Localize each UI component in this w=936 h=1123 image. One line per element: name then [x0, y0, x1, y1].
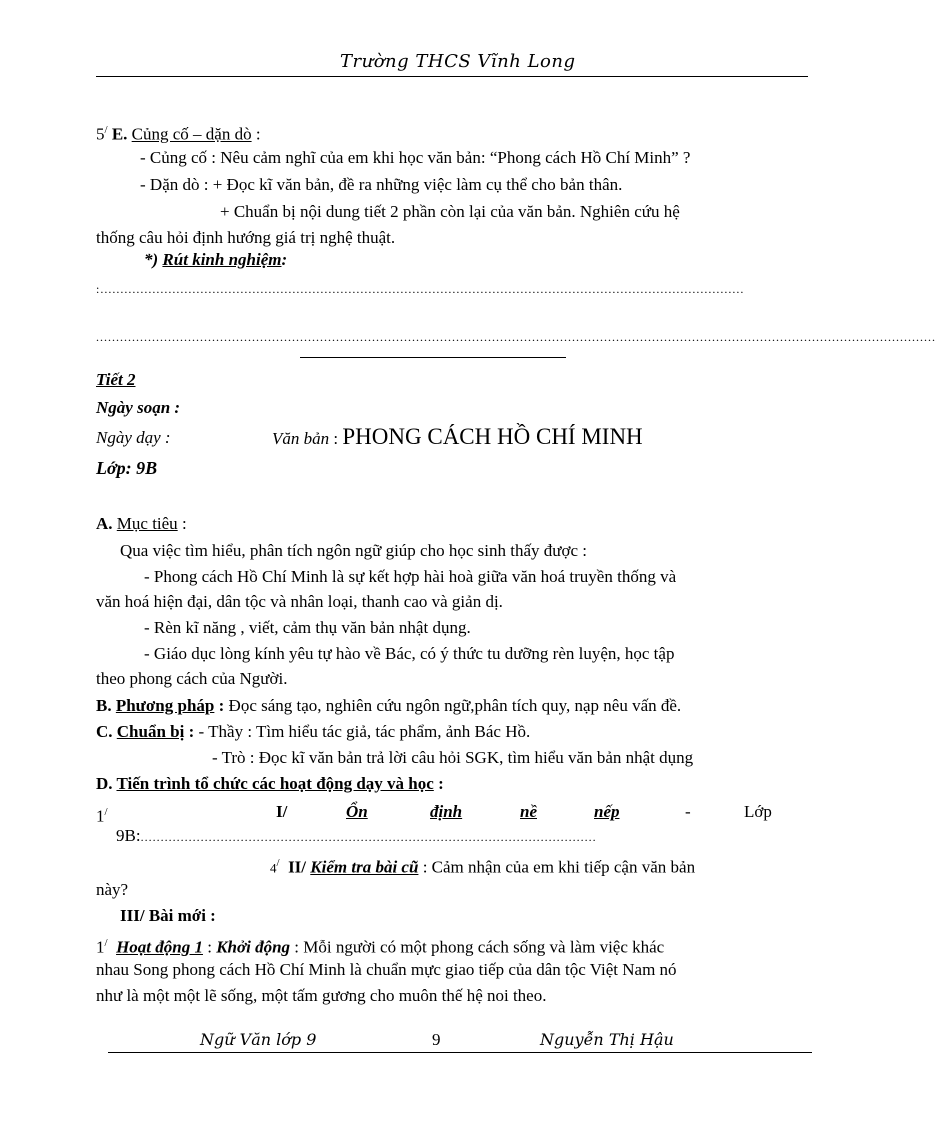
part2-text2: này? [96, 880, 129, 899]
section-a-title: Mục tiêu [116, 514, 178, 533]
part1-num: I/ [276, 802, 288, 821]
activity1-title: Hoạt động 1 [116, 937, 203, 957]
section-c-teacher: - Thầy : Tìm hiểu tác giả, tác phẩm, ảnh Bác Hồ. [194, 722, 531, 741]
section-d-label: D. [96, 774, 113, 793]
part1-time-value: 1 [96, 806, 105, 826]
part2-heading: 4/ II/ Kiểm tra bài cũ : Cảm nhận của em khi tiếp cận văn bản [270, 857, 696, 877]
section-c-title: Chuẩn bị [116, 722, 185, 741]
activity1-subtitle: Khởi động [216, 937, 291, 957]
part1-time: 1/ [96, 806, 108, 826]
dots-lead: : [96, 282, 101, 296]
section-e-line1: - Củng cố : Nêu cảm nghĩ của em khi học văn bản: “Phong cách Hồ Chí Minh” ? [140, 148, 691, 167]
section-c [96, 722, 530, 742]
experience-colon: : [281, 250, 288, 269]
section-b-label: B. [96, 696, 112, 715]
lesson-text-title: PHONG CÁCH HỒ CHÍ MINH [342, 424, 643, 449]
section-a-item1a: - Phong cách Hồ Chí Minh là sự kết hợp hài hoà giữa văn hoá truyền thống và [144, 567, 677, 586]
section-e-heading: 5/ E. Củng cố – dặn dò : [96, 124, 261, 144]
lesson-prep-date: Ngày soạn : [96, 398, 181, 417]
part2-num: II/ [288, 857, 307, 877]
part1-word1: Ổn [346, 802, 368, 821]
experience-dots-1: :................................................................................................................................................................. [96, 282, 745, 296]
part1-class-line: 9B:.................................................................................................................. [116, 826, 597, 845]
experience-label: Rút kinh nghiệm [162, 250, 282, 269]
section-d-colon: : [433, 774, 444, 793]
activity1-line1: 1/ Hoạt động 1 : Khởi động : Mỗi người có một phong cách sống và làm việc khác [96, 937, 665, 957]
section-b-title: Phương pháp [115, 696, 215, 715]
section-e-line2: - Dặn dò : + Đọc kĩ văn bản, đề ra những việc làm cụ thể cho bản thân. [140, 175, 623, 194]
section-c-label: C. [96, 722, 113, 741]
activity1-time: 1 [96, 937, 105, 957]
part3-heading: III/ Bài mới : [120, 906, 216, 925]
part2-title: Kiểm tra bài cũ [310, 857, 419, 877]
lesson-class: Lớp: 9B [96, 458, 158, 478]
lesson-text-label: Văn bản [272, 429, 330, 448]
header-rule [96, 76, 808, 77]
section-a-heading [96, 514, 187, 534]
section-a-item1b: văn hoá hiện đại, dân tộc và nhân loại, thanh cao và giản dị. [96, 592, 503, 611]
section-a-item3a: - Giáo dục lòng kính yêu tự hào về Bác, có ý thức tu dưỡng rèn luyện, học tập [144, 644, 675, 663]
part1-word4: nếp [594, 802, 620, 821]
header-school: Trường THCS Vĩnh Long [340, 51, 576, 72]
separator-rule [300, 357, 566, 358]
part2-text: : Cảm nhận của em khi tiếp cận văn bản [418, 857, 696, 877]
section-a-intro: Qua việc tìm hiểu, phân tích ngôn ngữ giúp cho học sinh thấy được : [120, 541, 587, 560]
section-b-text: Đọc sáng tạo, nghiên cứu ngôn ngữ,phân tích quy, nạp nêu vấn đề. [224, 696, 682, 715]
experience-heading [144, 250, 287, 270]
part1-class: Lớp [744, 802, 772, 821]
part1-word2: định [430, 802, 463, 821]
part2-time: 4 [270, 860, 277, 876]
section-c-student: - Trò : Đọc kĩ văn bản trả lời câu hỏi SGK, tìm hiểu văn bản nhật dụng [212, 748, 694, 767]
part1-class-label: 9B: [116, 826, 141, 845]
experience-prefix: *) [144, 250, 159, 269]
part1-word3: nề [520, 802, 537, 821]
section-a-item3b: theo phong cách của Người. [96, 669, 288, 688]
section-e-label: E. [111, 124, 128, 144]
section-d-title: Tiến trình tổ chức các hoạt động dạy và học [116, 774, 434, 793]
lesson-teach-date: Ngày dạy : [96, 428, 171, 447]
footer-author: Nguyễn Thị Hậu [540, 1030, 674, 1049]
section-e-line4: thống câu hỏi định hướng giá trị nghệ thuật. [96, 228, 396, 247]
section-e-time: 5 [96, 124, 105, 144]
footer-rule [108, 1052, 812, 1053]
section-d-heading [96, 774, 444, 794]
section-e-title: Củng cố – dặn dò [131, 124, 252, 144]
activity1-line3: như là một một lẽ sống, một tấm gương cho muôn thế hệ noi theo. [96, 986, 547, 1005]
section-b [96, 696, 681, 716]
section-c-colon: : [184, 722, 195, 741]
lesson-text-heading [272, 424, 643, 452]
footer-subject: Ngữ Văn lớp 9 [200, 1030, 317, 1049]
section-e-colon: : [251, 124, 261, 144]
experience-dots-2: .................................................................................................................................................................................................................. [96, 330, 936, 344]
section-e-line3: + Chuẩn bị nội dung tiết 2 phần còn lại của văn bản. Nghiên cứu hệ [220, 202, 680, 221]
part1-dash: - [685, 802, 691, 821]
section-a-item2: - Rèn kĩ năng , viết, cảm thụ văn bản nhật dụng. [144, 618, 471, 637]
footer-page: 9 [432, 1030, 441, 1049]
activity1-text1: : Mỗi người có một phong cách sống và làm việc khác [290, 937, 665, 957]
section-a-colon: : [177, 514, 187, 533]
lesson-text-colon: : [329, 429, 343, 448]
section-b-colon: : [214, 696, 225, 715]
lesson-period: Tiết 2 [96, 370, 136, 389]
section-a-label: A. [96, 514, 113, 533]
activity1-line2: nhau Song phong cách Hồ Chí Minh là chuẩn mực giao tiếp của dân tộc Việt Nam nó [96, 960, 677, 979]
